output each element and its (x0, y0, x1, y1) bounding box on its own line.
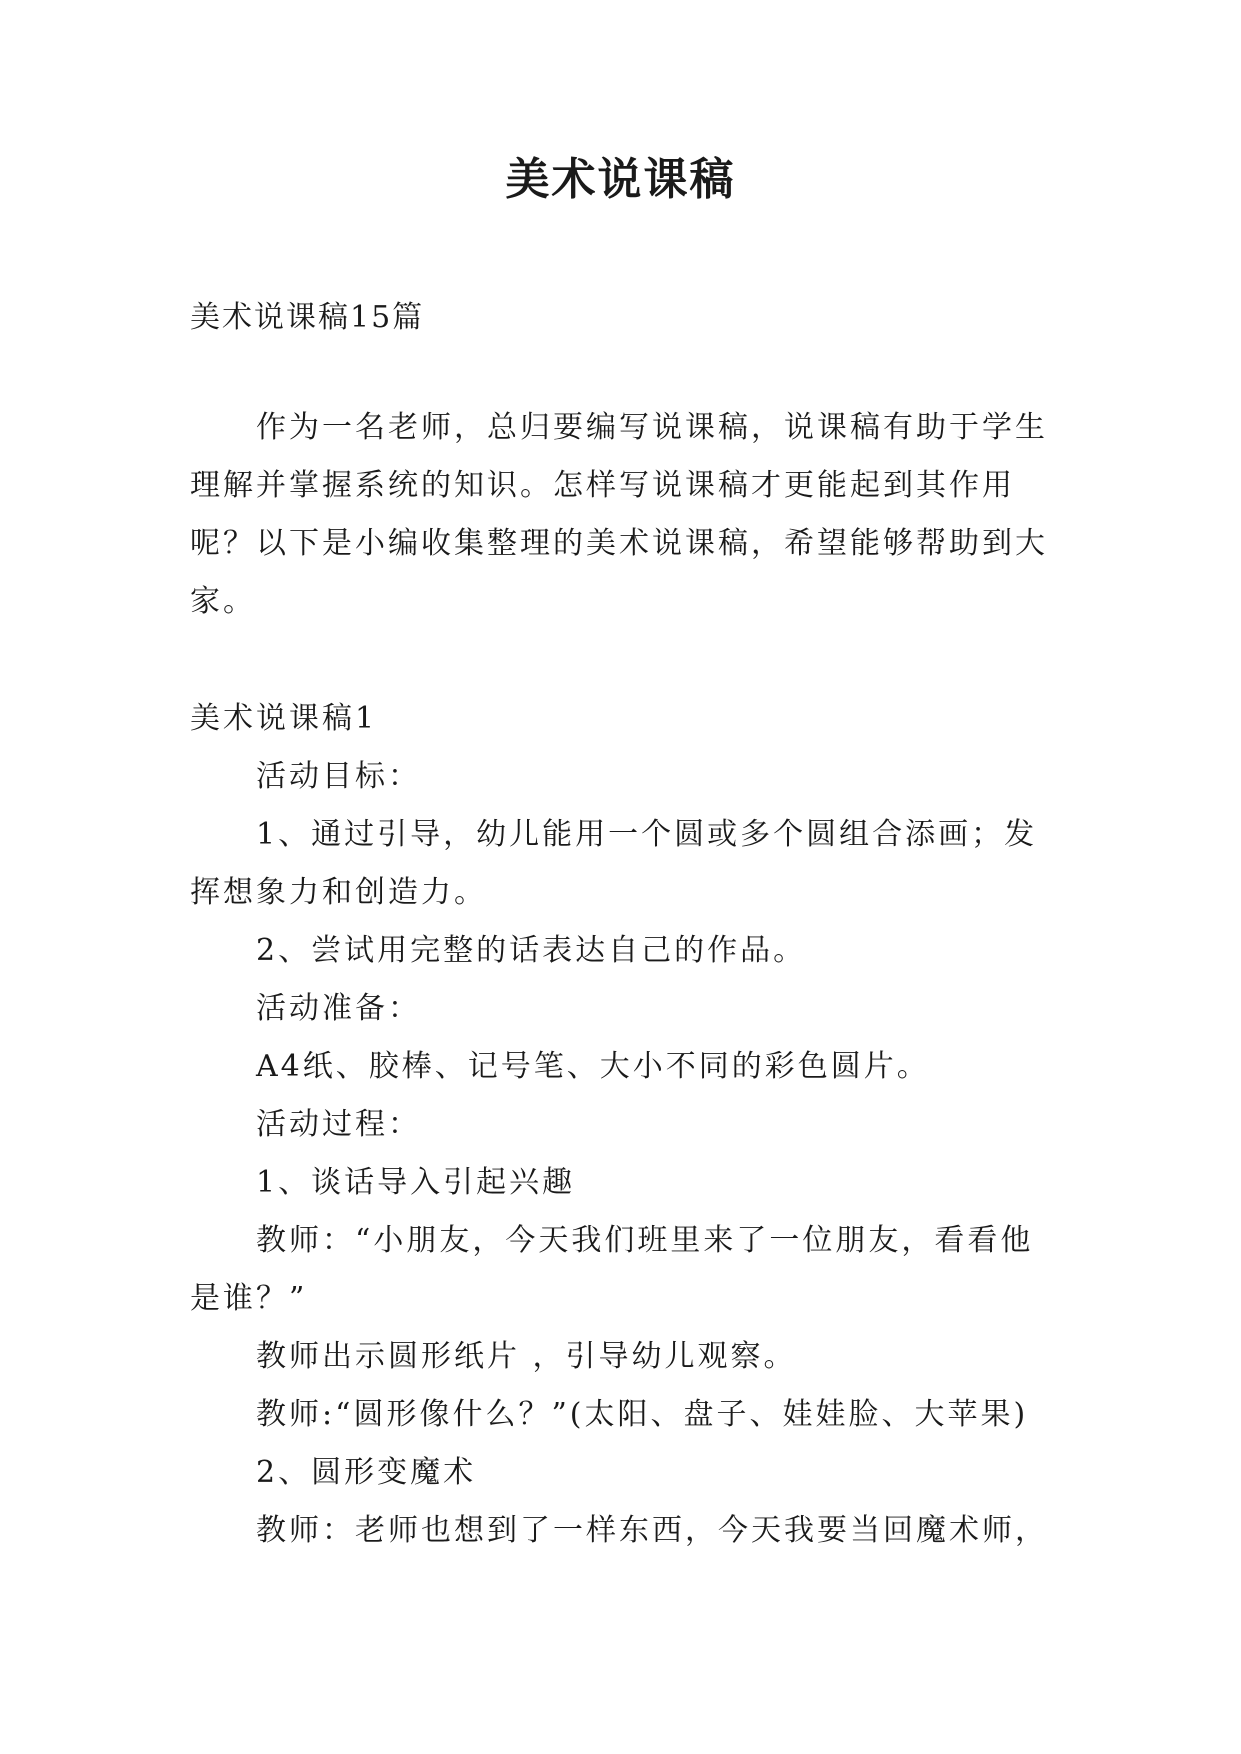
section-paragraph: 教师：老师也想到了一样东西，今天我要当回魔术师， (256, 1513, 1048, 1548)
section-paragraph: 教师：“小朋友，今天我们班里来了一位朋友，看看他是谁？” (190, 1223, 1034, 1316)
intro-paragraph: 作为一名老师，总归要编写说课稿，说课稿有助于学生理解并掌握系统的知识。怎样写说课稿才更能起到其作用呢？以下是小编收集整理的美术说课稿，希望能够帮助到大家。 (190, 410, 1048, 619)
section-paragraph: 1、谈话导入引起兴趣 (256, 1165, 576, 1200)
section-paragraph: 活动准备： (256, 991, 421, 1026)
section-paragraph: 2、圆形变魔术 (256, 1455, 477, 1490)
section-paragraph: 教师:“圆形像什么？”(太阳、盘子、娃娃脸、大苹果) (256, 1397, 1029, 1432)
section-heading: 美术说课稿1 (190, 701, 378, 736)
section-paragraph: 2、尝试用完整的话表达自己的作品。 (256, 933, 807, 968)
section-paragraph: 1、通过引导，幼儿能用一个圆或多个圆组合添画；发挥想象力和创造力。 (190, 817, 1038, 910)
section-1 (190, 690, 1052, 1560)
section-paragraph: A4纸、胶棒、记号笔、大小不同的彩色圆片。 (256, 1049, 930, 1084)
document-subtitle: 美术说课稿15篇 (190, 300, 425, 335)
section-paragraph: 活动目标： (256, 759, 421, 794)
document-title: 美术说课稿 (505, 154, 736, 205)
section-paragraph: 教师出示圆形纸片 ，引导幼儿观察。 (256, 1339, 797, 1374)
section-paragraph: 活动过程： (256, 1107, 421, 1142)
intro-block (190, 399, 1052, 631)
